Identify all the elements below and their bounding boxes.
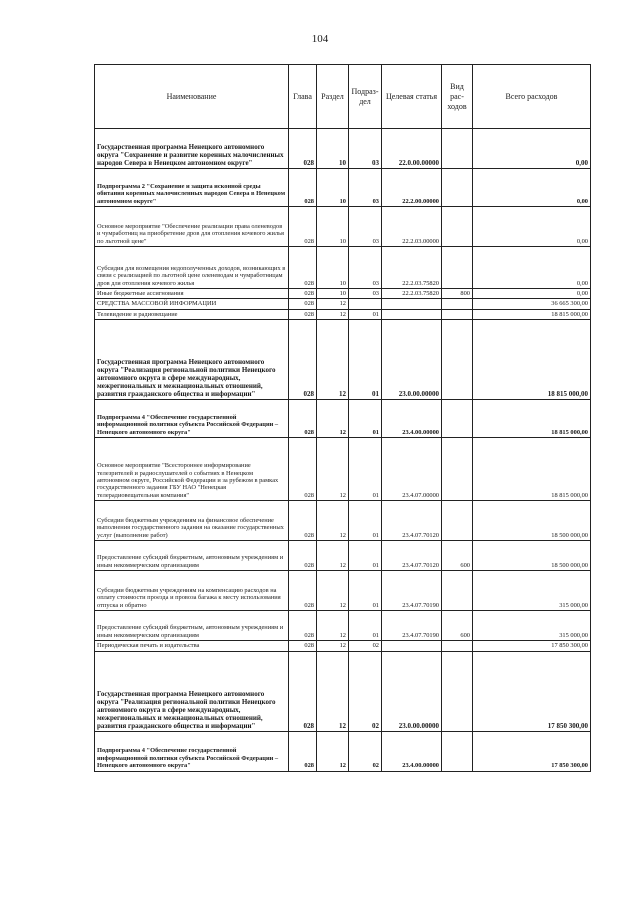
table-row bbox=[95, 611, 591, 641]
cell-target: 22.2.00.00000 bbox=[382, 169, 442, 207]
cell-name: Основное мероприятие "Обеспечение реализации права оленеводов и чумработниц на приобретение дров для отопления кочевого жилья по льготной цене" bbox=[95, 207, 289, 247]
cell-chapter: 028 bbox=[289, 651, 317, 731]
cell-chapter: 028 bbox=[289, 400, 317, 438]
cell-total: 17 850 300,00 bbox=[473, 731, 591, 771]
cell-expense-type bbox=[442, 320, 473, 400]
cell-name: Государственная программа Ненецкого автономного округа "Сохранение и развитие коренных малочисленных народов Севера в Ненецком автономном округе" bbox=[95, 129, 289, 169]
cell-name: Субсидии бюджетным учреждениям на компенсацию расходов на оплату стоимости проезда и провоза багажа к месту использования отпуска и обратно bbox=[95, 571, 289, 611]
cell-target bbox=[382, 299, 442, 309]
cell-total: 36 665 300,00 bbox=[473, 299, 591, 309]
cell-section: 12 bbox=[317, 299, 349, 309]
cell-subsection: 01 bbox=[349, 400, 382, 438]
cell-subsection: 01 bbox=[349, 541, 382, 571]
header-chapter: Глава bbox=[289, 65, 317, 129]
table-row bbox=[95, 400, 591, 438]
table-row bbox=[95, 207, 591, 247]
cell-target: 22.0.00.00000 bbox=[382, 129, 442, 169]
cell-section: 12 bbox=[317, 501, 349, 541]
cell-target: 23.0.00.00000 bbox=[382, 320, 442, 400]
cell-name: Государственная программа Ненецкого автономного округа "Реализация региональной политики Ненецкого автономного округа в сфере международных, межрегиональных и межнациональных отношений, развития гражданского общества и информации" bbox=[95, 651, 289, 731]
cell-name: Подпрограмма 4 "Обеспечение государственной информационной политики субъекта Российской Федерации – Ненецкого автономного округа" bbox=[95, 400, 289, 438]
cell-expense-type: 600 bbox=[442, 541, 473, 571]
cell-target: 23.0.00.00000 bbox=[382, 651, 442, 731]
cell-expense-type bbox=[442, 400, 473, 438]
cell-expense-type bbox=[442, 651, 473, 731]
header-target: Целевая статья bbox=[382, 65, 442, 129]
cell-name: Субсидия для возмещения недополученных доходов, возникающих в связи с реализацией по льготной цене оленеводам и чумработницам дров для отопления кочевого жилья bbox=[95, 247, 289, 289]
cell-total: 18 815 000,00 bbox=[473, 400, 591, 438]
cell-subsection: 03 bbox=[349, 207, 382, 247]
cell-total: 18 500 000,00 bbox=[473, 501, 591, 541]
header-expense-type: Вид рас-ходов bbox=[442, 65, 473, 129]
cell-chapter: 028 bbox=[289, 207, 317, 247]
cell-chapter: 028 bbox=[289, 320, 317, 400]
cell-total: 0,00 bbox=[473, 207, 591, 247]
cell-section: 12 bbox=[317, 571, 349, 611]
cell-total: 18 815 000,00 bbox=[473, 320, 591, 400]
header-total: Всего расходов bbox=[473, 65, 591, 129]
cell-total: 315 000,00 bbox=[473, 571, 591, 611]
cell-chapter: 028 bbox=[289, 169, 317, 207]
cell-name: Подпрограмма 4 "Обеспечение государственной информационной политики субъекта Российской Федерации – Ненецкого автономного округа" bbox=[95, 731, 289, 771]
cell-total: 0,00 bbox=[473, 169, 591, 207]
budget-table bbox=[94, 64, 591, 772]
cell-expense-type bbox=[442, 501, 473, 541]
cell-subsection: 02 bbox=[349, 641, 382, 651]
cell-chapter: 028 bbox=[289, 309, 317, 319]
table-row bbox=[95, 571, 591, 611]
cell-total: 18 500 000,00 bbox=[473, 541, 591, 571]
cell-target: 23.4.07.00000 bbox=[382, 438, 442, 501]
cell-section: 12 bbox=[317, 731, 349, 771]
cell-expense-type bbox=[442, 299, 473, 309]
table-row bbox=[95, 299, 591, 309]
cell-target: 22.2.03.00000 bbox=[382, 207, 442, 247]
page-number: 104 bbox=[311, 33, 329, 45]
cell-chapter: 028 bbox=[289, 641, 317, 651]
cell-expense-type bbox=[442, 641, 473, 651]
cell-total: 17 850 300,00 bbox=[473, 651, 591, 731]
cell-target: 23.4.07.70120 bbox=[382, 501, 442, 541]
cell-name: Государственная программа Ненецкого автономного округа "Реализация региональной политики Ненецкого автономного округа в сфере международных, межрегиональных и межнациональных отношений, развития гражданского общества и информации" bbox=[95, 320, 289, 400]
table-row bbox=[95, 541, 591, 571]
cell-chapter: 028 bbox=[289, 129, 317, 169]
cell-target: 22.2.03.75820 bbox=[382, 289, 442, 299]
cell-total: 0,00 bbox=[473, 247, 591, 289]
cell-chapter: 028 bbox=[289, 541, 317, 571]
cell-target bbox=[382, 641, 442, 651]
cell-chapter: 028 bbox=[289, 289, 317, 299]
cell-section: 10 bbox=[317, 247, 349, 289]
cell-subsection: 02 bbox=[349, 731, 382, 771]
cell-section: 10 bbox=[317, 169, 349, 207]
cell-chapter: 028 bbox=[289, 571, 317, 611]
table-row bbox=[95, 501, 591, 541]
cell-subsection: 03 bbox=[349, 169, 382, 207]
cell-subsection: 01 bbox=[349, 320, 382, 400]
cell-section: 10 bbox=[317, 207, 349, 247]
table-row bbox=[95, 438, 591, 501]
table-row bbox=[95, 320, 591, 400]
cell-section: 12 bbox=[317, 651, 349, 731]
cell-chapter: 028 bbox=[289, 501, 317, 541]
cell-subsection: 03 bbox=[349, 247, 382, 289]
cell-chapter: 028 bbox=[289, 299, 317, 309]
cell-expense-type bbox=[442, 207, 473, 247]
header-section: Раздел bbox=[317, 65, 349, 129]
cell-total: 18 815 000,00 bbox=[473, 438, 591, 501]
table-row bbox=[95, 129, 591, 169]
header-name: Наименование bbox=[95, 65, 289, 129]
cell-section: 12 bbox=[317, 438, 349, 501]
table-row bbox=[95, 247, 591, 289]
cell-expense-type bbox=[442, 571, 473, 611]
table-row bbox=[95, 309, 591, 319]
cell-name: Основное мероприятие "Всестороннее информирование телезрителей и радиослушателей о событиях в Ненецком автономном округе, Российской Федерации и за рубежом в рамках государственного задания ГБУ НАО "Ненецкая телерадиовещательная компания" bbox=[95, 438, 289, 501]
cell-target bbox=[382, 309, 442, 319]
cell-subsection: 02 bbox=[349, 651, 382, 731]
cell-target: 23.4.00.00000 bbox=[382, 400, 442, 438]
cell-section: 12 bbox=[317, 320, 349, 400]
cell-section: 12 bbox=[317, 611, 349, 641]
cell-expense-type bbox=[442, 247, 473, 289]
cell-expense-type bbox=[442, 309, 473, 319]
cell-target: 23.4.07.70190 bbox=[382, 571, 442, 611]
cell-section: 12 bbox=[317, 541, 349, 571]
cell-subsection: 03 bbox=[349, 129, 382, 169]
cell-section: 12 bbox=[317, 400, 349, 438]
cell-subsection: 01 bbox=[349, 571, 382, 611]
cell-name: Предоставление субсидий бюджетным, автономным учреждениям и иным некоммерческим организациям bbox=[95, 611, 289, 641]
cell-total: 315 000,00 bbox=[473, 611, 591, 641]
cell-total: 18 815 000,00 bbox=[473, 309, 591, 319]
cell-total: 17 850 300,00 bbox=[473, 641, 591, 651]
cell-name: Периодическая печать и издательства bbox=[95, 641, 289, 651]
cell-name: Предоставление субсидий бюджетным, автономным учреждениям и иным некоммерческим организациям bbox=[95, 541, 289, 571]
cell-expense-type bbox=[442, 129, 473, 169]
cell-target: 23.4.07.70190 bbox=[382, 611, 442, 641]
cell-section: 12 bbox=[317, 309, 349, 319]
cell-chapter: 028 bbox=[289, 731, 317, 771]
cell-target: 23.4.07.70120 bbox=[382, 541, 442, 571]
header-subsection: Подраз-дел bbox=[349, 65, 382, 129]
cell-total: 0,00 bbox=[473, 129, 591, 169]
cell-subsection: 03 bbox=[349, 289, 382, 299]
table-row bbox=[95, 169, 591, 207]
cell-expense-type bbox=[442, 731, 473, 771]
cell-expense-type bbox=[442, 169, 473, 207]
cell-name: Подпрограмма 2 "Сохранение и защита исконной среды обитания коренных малочисленных народов Севера в Ненецком автономном округе" bbox=[95, 169, 289, 207]
table-row bbox=[95, 289, 591, 299]
cell-target: 22.2.03.75820 bbox=[382, 247, 442, 289]
cell-subsection: 01 bbox=[349, 309, 382, 319]
cell-name: Субсидии бюджетным учреждениям на финансовое обеспечение выполнения государственного задания на оказание государственных услуг (выполнение работ) bbox=[95, 501, 289, 541]
cell-expense-type: 800 bbox=[442, 289, 473, 299]
cell-chapter: 028 bbox=[289, 611, 317, 641]
cell-chapter: 028 bbox=[289, 247, 317, 289]
cell-name: Иные бюджетные ассигнования bbox=[95, 289, 289, 299]
cell-subsection bbox=[349, 299, 382, 309]
cell-total: 0,00 bbox=[473, 289, 591, 299]
table-header-row bbox=[95, 65, 591, 129]
cell-name: СРЕДСТВА МАССОВОЙ ИНФОРМАЦИИ bbox=[95, 299, 289, 309]
cell-subsection: 01 bbox=[349, 438, 382, 501]
table-row bbox=[95, 641, 591, 651]
cell-target: 23.4.00.00000 bbox=[382, 731, 442, 771]
cell-subsection: 01 bbox=[349, 501, 382, 541]
cell-section: 12 bbox=[317, 641, 349, 651]
cell-section: 10 bbox=[317, 289, 349, 299]
table-row bbox=[95, 651, 591, 731]
cell-section: 10 bbox=[317, 129, 349, 169]
table-row bbox=[95, 731, 591, 771]
cell-expense-type bbox=[442, 438, 473, 501]
cell-subsection: 01 bbox=[349, 611, 382, 641]
cell-expense-type: 600 bbox=[442, 611, 473, 641]
cell-name: Телевидение и радиовещание bbox=[95, 309, 289, 319]
cell-chapter: 028 bbox=[289, 438, 317, 501]
